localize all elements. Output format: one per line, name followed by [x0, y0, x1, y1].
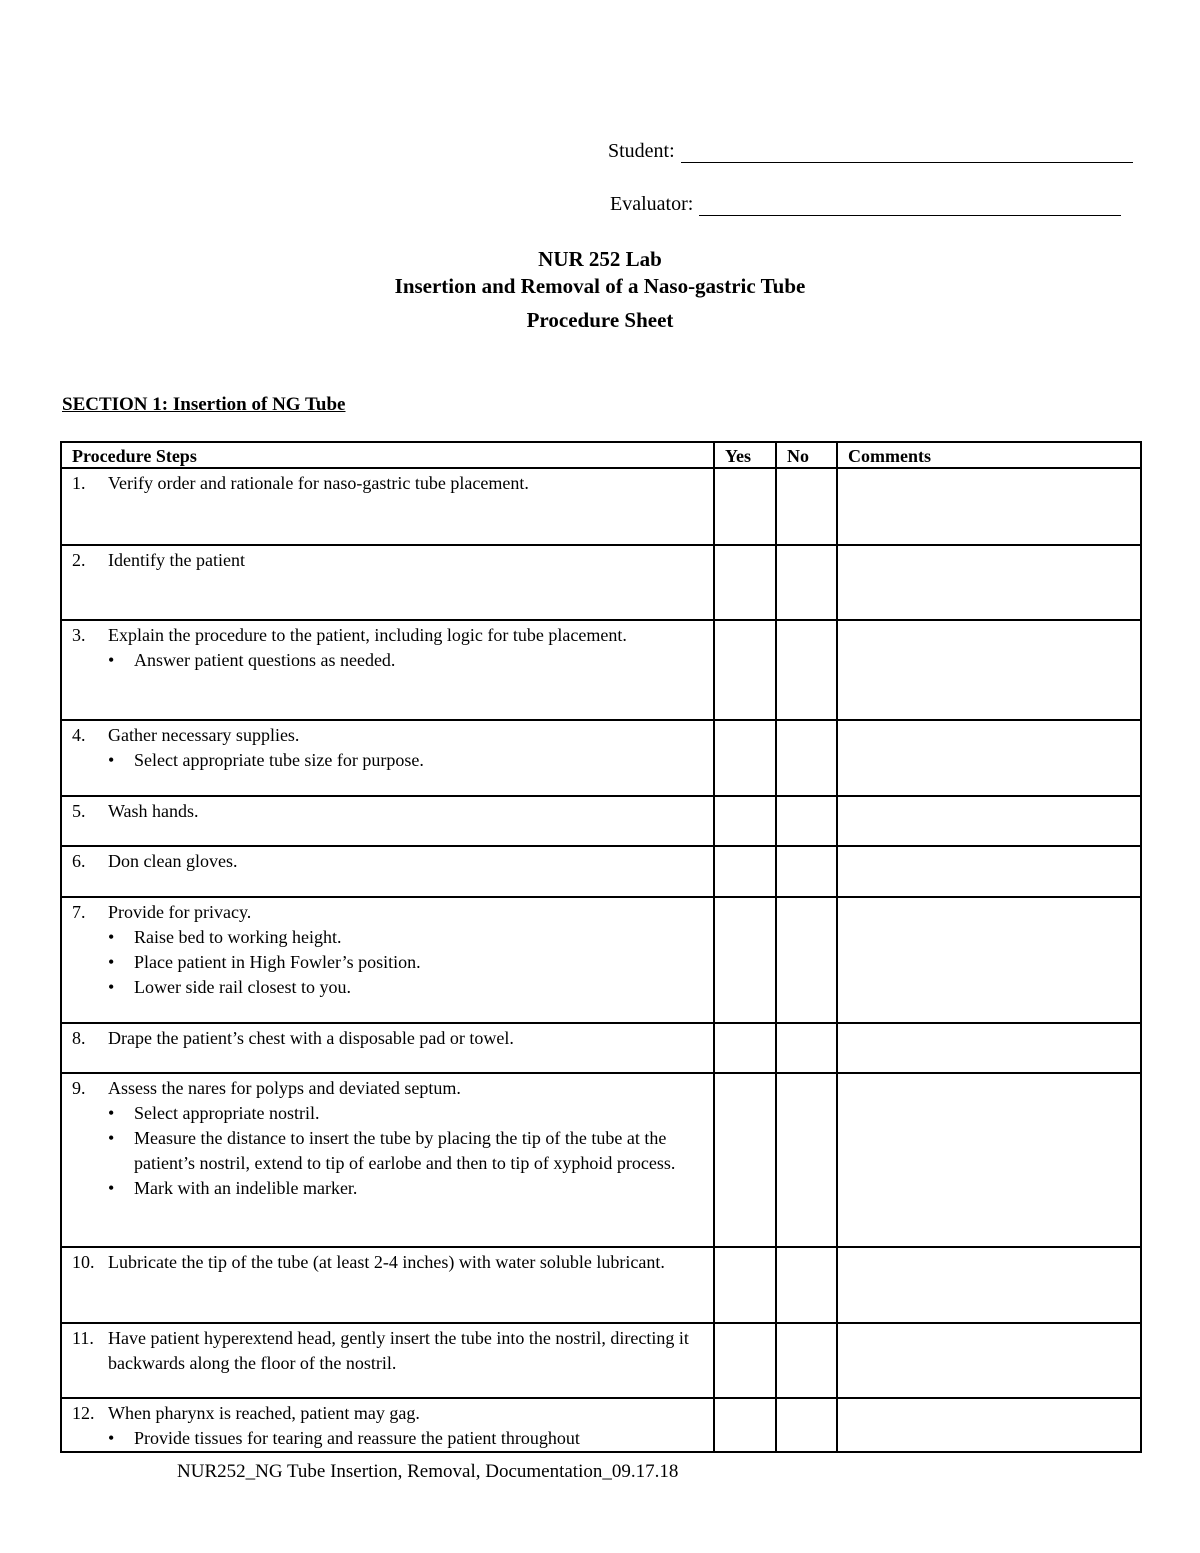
step-number: 10. — [72, 1252, 95, 1272]
step-text: Identify the patient — [108, 550, 245, 570]
yes-cell[interactable] — [714, 1247, 776, 1323]
bullet-icon: • — [108, 1178, 115, 1198]
yes-cell[interactable] — [714, 897, 776, 1023]
step-number: 5. — [72, 801, 86, 821]
comments-cell[interactable] — [837, 1398, 1141, 1452]
step-body — [108, 471, 529, 496]
comments-cell[interactable] — [837, 545, 1141, 620]
step-text: Verify order and rationale for naso-gastric tube placement. — [108, 473, 529, 493]
table-row — [61, 620, 1141, 720]
sub-step-item — [108, 925, 421, 950]
student-label: Student: — [608, 140, 675, 162]
step-text: Lubricate the tip of the tube (at least 2-4 inches) with water soluble lubricant. — [108, 1252, 665, 1272]
comments-cell[interactable] — [837, 846, 1141, 897]
sub-step-item — [108, 1126, 705, 1176]
no-cell[interactable] — [776, 846, 837, 897]
no-cell[interactable] — [776, 1247, 837, 1323]
step-cell — [61, 468, 714, 545]
step-body — [108, 548, 245, 573]
section-heading: SECTION 1: Insertion of NG Tube — [62, 394, 346, 415]
step-cell — [61, 545, 714, 620]
step-cell — [61, 1398, 714, 1452]
sub-step-list — [108, 925, 421, 1000]
no-cell[interactable] — [776, 796, 837, 846]
yes-cell[interactable] — [714, 846, 776, 897]
table-row — [61, 897, 1141, 1023]
no-cell[interactable] — [776, 545, 837, 620]
sub-step-text: Place patient in High Fowler’s position. — [134, 952, 421, 972]
step-line — [72, 1026, 705, 1051]
table-row — [61, 846, 1141, 897]
yes-cell[interactable] — [714, 796, 776, 846]
sub-step-text: Answer patient questions as needed. — [134, 650, 396, 670]
yes-cell[interactable] — [714, 1023, 776, 1073]
step-text: Gather necessary supplies. — [108, 725, 300, 745]
step-line — [72, 849, 705, 874]
no-cell[interactable] — [776, 1323, 837, 1398]
no-cell[interactable] — [776, 1398, 837, 1452]
step-body — [108, 1076, 705, 1201]
evaluator-input-line[interactable] — [699, 193, 1121, 216]
step-number: 2. — [72, 550, 86, 570]
evaluator-label: Evaluator: — [610, 193, 694, 215]
col-header-steps: Procedure Steps — [61, 442, 714, 468]
step-line — [72, 1076, 705, 1201]
sub-step-text: Lower side rail closest to you. — [134, 977, 351, 997]
sub-step-text: Mark with an indelible marker. — [134, 1178, 358, 1198]
table-row — [61, 468, 1141, 545]
step-cell — [61, 720, 714, 796]
table-row — [61, 720, 1141, 796]
sub-step-item — [108, 1426, 580, 1451]
sub-step-list — [108, 1426, 580, 1451]
step-number: 1. — [72, 473, 86, 493]
comments-cell[interactable] — [837, 1323, 1141, 1398]
bullet-icon: • — [108, 650, 115, 670]
bullet-icon: • — [108, 1103, 115, 1123]
no-cell[interactable] — [776, 1023, 837, 1073]
step-line — [72, 723, 705, 773]
sub-step-text: Select appropriate nostril. — [134, 1103, 320, 1123]
step-line — [72, 1401, 705, 1451]
step-body — [108, 799, 199, 824]
step-line — [72, 799, 705, 824]
table-row — [61, 545, 1141, 620]
step-text: Have patient hyperextend head, gently insert the tube into the nostril, directing it backwards along the floor of the nostril. — [108, 1328, 689, 1373]
sub-step-item — [108, 648, 627, 673]
comments-cell[interactable] — [837, 897, 1141, 1023]
evaluator-field — [610, 193, 1121, 216]
step-line — [72, 1326, 705, 1376]
step-text: Drape the patient’s chest with a disposable pad or towel. — [108, 1028, 514, 1048]
step-text: Don clean gloves. — [108, 851, 238, 871]
col-header-yes: Yes — [714, 442, 776, 468]
table-row — [61, 796, 1141, 846]
step-body — [108, 723, 424, 773]
sub-step-list — [108, 648, 627, 673]
step-number: 9. — [72, 1078, 86, 1098]
no-cell[interactable] — [776, 897, 837, 1023]
bullet-icon: • — [108, 952, 115, 972]
no-cell[interactable] — [776, 720, 837, 796]
sub-step-text: Measure the distance to insert the tube by placing the tip of the tube at the patient’s nostril, extend to tip of earlobe and then to tip of xyphoid process. — [134, 1128, 676, 1173]
table-row — [61, 1398, 1141, 1452]
sub-step-item — [108, 975, 421, 1000]
step-number: 8. — [72, 1028, 86, 1048]
table-row — [61, 1023, 1141, 1073]
step-line — [72, 1250, 705, 1275]
step-number: 4. — [72, 725, 86, 745]
step-text: Wash hands. — [108, 801, 199, 821]
step-body — [108, 623, 627, 673]
bullet-icon: • — [108, 927, 115, 947]
comments-cell[interactable] — [837, 468, 1141, 545]
sub-step-item — [108, 1101, 705, 1126]
page-footer: NUR252_NG Tube Insertion, Removal, Documentation_09.17.18 — [177, 1461, 679, 1482]
step-number: 12. — [72, 1403, 95, 1423]
step-cell — [61, 1323, 714, 1398]
yes-cell[interactable] — [714, 1323, 776, 1398]
step-number: 6. — [72, 851, 86, 871]
sub-step-text: Raise bed to working height. — [134, 927, 342, 947]
step-line — [72, 623, 705, 673]
step-number: 7. — [72, 902, 86, 922]
comments-cell[interactable] — [837, 796, 1141, 846]
no-cell[interactable] — [776, 1073, 837, 1247]
yes-cell[interactable] — [714, 620, 776, 720]
bullet-icon: • — [108, 1428, 115, 1448]
step-body — [108, 1326, 705, 1376]
sub-step-text: Select appropriate tube size for purpose. — [134, 750, 424, 770]
col-header-no: No — [776, 442, 837, 468]
step-cell — [61, 1023, 714, 1073]
no-cell[interactable] — [776, 620, 837, 720]
step-text: Provide for privacy. — [108, 902, 252, 922]
step-body — [108, 849, 237, 874]
step-body — [108, 1401, 580, 1451]
step-text: Assess the nares for polyps and deviated septum. — [108, 1078, 461, 1098]
step-body — [108, 1026, 514, 1051]
step-text: Explain the procedure to the patient, including logic for tube placement. — [108, 625, 627, 645]
comments-cell[interactable] — [837, 1073, 1141, 1247]
step-line — [72, 471, 705, 496]
sub-step-item — [108, 748, 424, 773]
bullet-icon: • — [108, 977, 115, 997]
student-input-line[interactable] — [681, 140, 1133, 163]
yes-cell[interactable] — [714, 545, 776, 620]
sub-step-text: Provide tissues for tearing and reassure the patient throughout — [134, 1428, 580, 1448]
sheet-title: Procedure Sheet — [526, 308, 674, 332]
step-number: 3. — [72, 625, 86, 645]
sub-step-item — [108, 950, 421, 975]
sub-step-list — [108, 748, 424, 773]
bullet-icon: • — [108, 750, 115, 770]
sub-step-list — [108, 1101, 705, 1201]
comments-cell[interactable] — [837, 1247, 1141, 1323]
yes-cell[interactable] — [714, 720, 776, 796]
comments-cell[interactable] — [837, 720, 1141, 796]
yes-cell[interactable] — [714, 468, 776, 545]
step-body — [108, 1250, 665, 1275]
col-header-comments: Comments — [837, 442, 1141, 468]
step-line — [72, 900, 705, 1000]
yes-cell[interactable] — [714, 1073, 776, 1247]
step-cell — [61, 897, 714, 1023]
step-cell — [61, 620, 714, 720]
step-cell — [61, 1073, 714, 1247]
comments-cell[interactable] — [837, 1023, 1141, 1073]
bullet-icon: • — [108, 1128, 115, 1148]
step-cell — [61, 796, 714, 846]
comments-cell[interactable] — [837, 620, 1141, 720]
no-cell[interactable] — [776, 468, 837, 545]
table-row — [61, 1247, 1141, 1323]
table-header-row — [61, 442, 1141, 468]
yes-cell[interactable] — [714, 1398, 776, 1452]
procedure-title: Insertion and Removal of a Naso-gastric Tube — [394, 274, 806, 298]
step-body — [108, 900, 421, 1000]
sub-step-item — [108, 1176, 705, 1201]
step-text: When pharynx is reached, patient may gag. — [108, 1403, 420, 1423]
student-field — [608, 140, 1133, 163]
step-cell — [61, 846, 714, 897]
table-row — [61, 1073, 1141, 1247]
table-row — [61, 1323, 1141, 1398]
course-title: NUR 252 Lab — [538, 247, 662, 271]
procedure-table — [60, 441, 1142, 1453]
step-number: 11. — [72, 1328, 94, 1348]
step-line — [72, 548, 705, 573]
step-cell — [61, 1247, 714, 1323]
